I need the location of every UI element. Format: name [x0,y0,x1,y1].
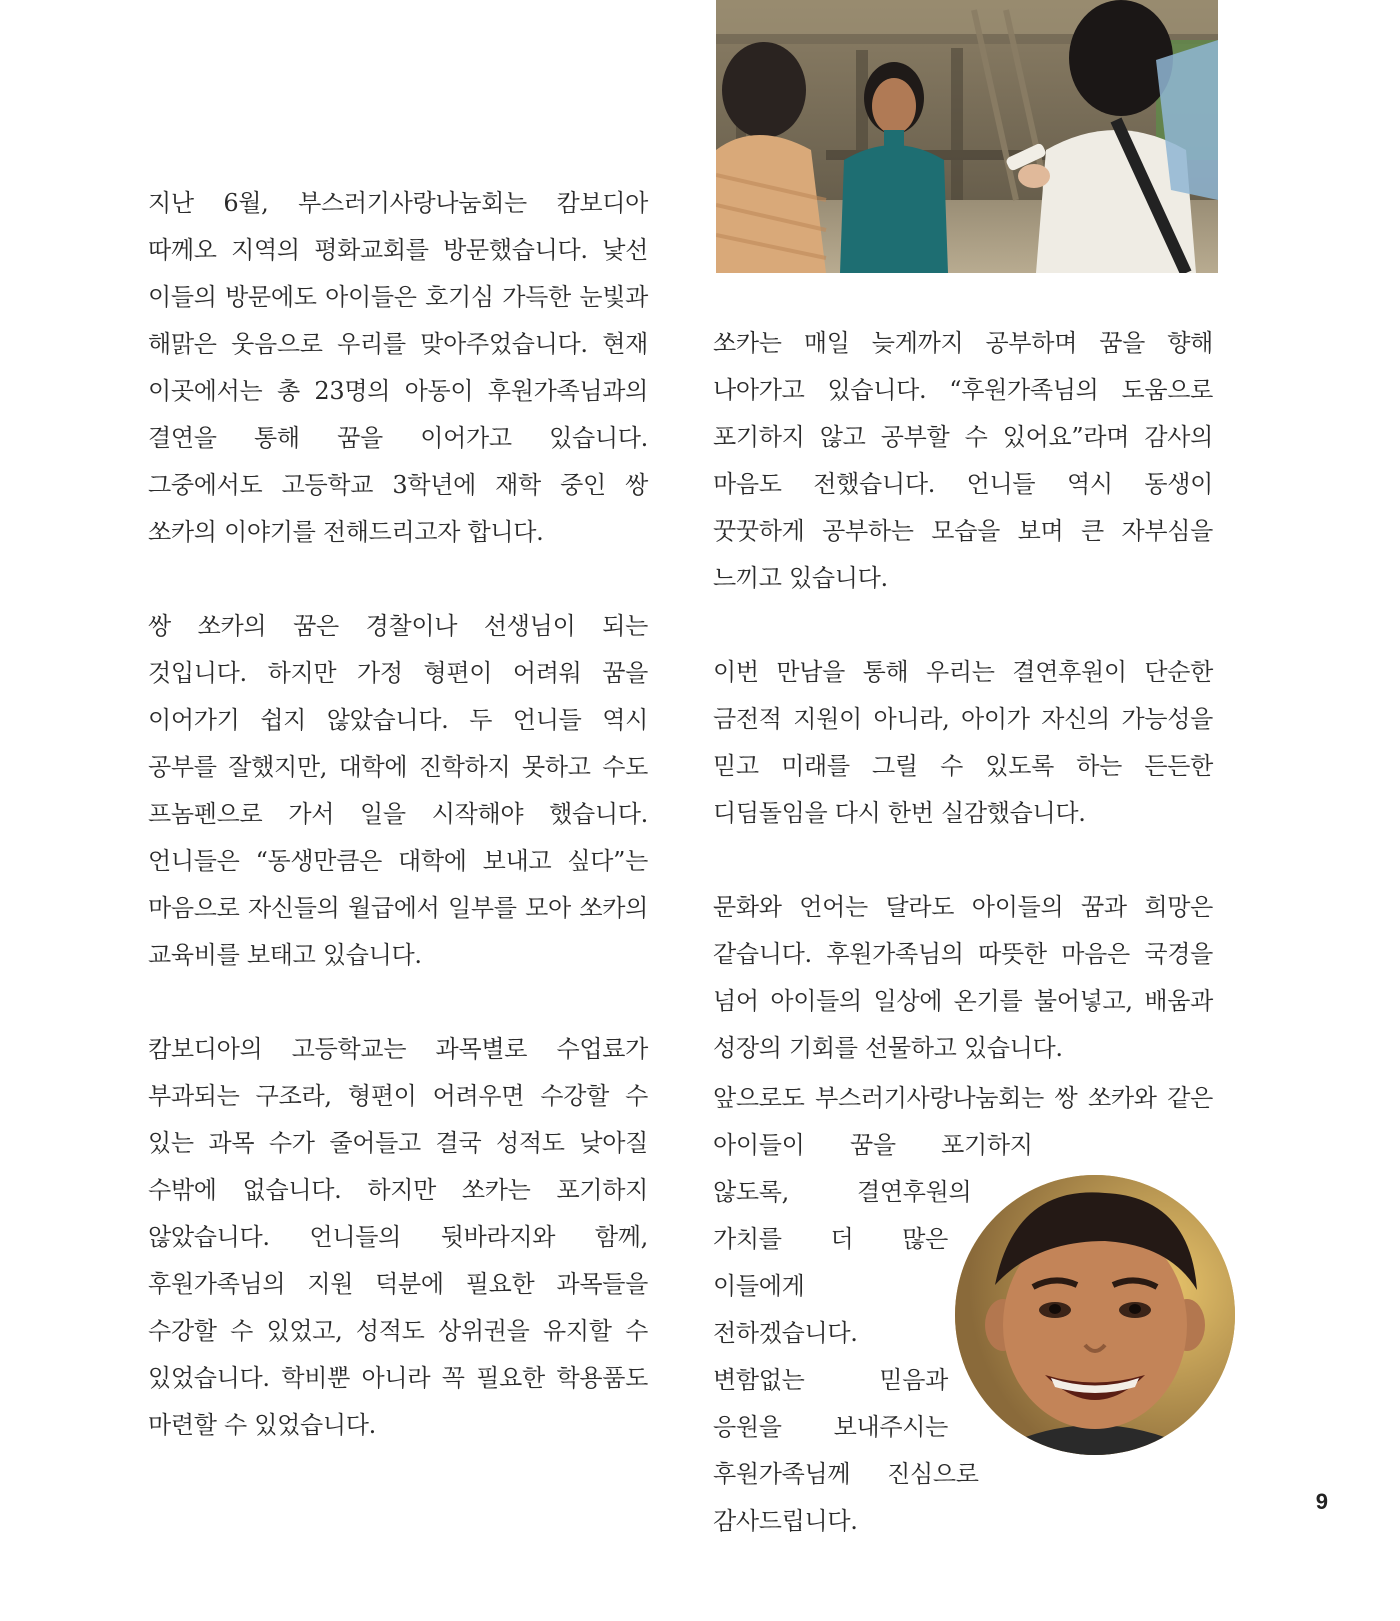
visit-photo-illustration [716,0,1218,273]
right-column-top [713,320,1213,1119]
paragraph-culture: 문화와 언어는 달라도 아이들의 꿈과 희망은 같습니다. 후원가족님의 따뜻한 마음은 국경을 넘어 아이들의 일상에 온기를 불어넣고, 배움과 성장의 기회를 선물하고 있습니다. [713,893,1213,1062]
paragraph-dream: 쌍 쏘카의 꿈은 경찰이나 선생님이 되는 것입니다. 하지만 가정 형편이 어려워 꿈을 이어가기 쉽지 않았습니다. 두 언니들 역시 공부를 잘했지만, 대학에 진학하지 못하고 수도 프놈펜으로 가서 일을 시작해야 했습니다. 언니들은 “동생만큼은 대학에 보내고 싶다”는 마음으로 자신들의 월급에서 일부를 모아 쏘카의 교육비를 보태고 있습니다. [148,612,648,969]
child-photo [955,1175,1235,1455]
paragraph-closing: 앞으로도 부스러기사랑나눔회는 쌍 쏘카와 같은 아이들이 꿈을 포기하지 않도록, 결연후원의 가치를 더 많은 이들에게 전하겠습니다. 변함없는 믿음과 응원을 보내주시는 후원가족님께 진심으로 감사드립니다. [713,1084,1213,1535]
paragraph-gratitude: 쏘카는 매일 늦게까지 공부하며 꿈을 향해 나아가고 있습니다. “후원가족님의 도움으로 포기하지 않고 공부할 수 있어요”라며 감사의 마음도 전했습니다. 언니들 역시 동생이 꿋꿋하게 공부하는 모습을 보며 큰 자부심을 느끼고 있습니다. [713,329,1213,592]
paragraph-realization: 이번 만남을 통해 우리는 결연후원이 단순한 금전적 지원이 아니라, 아이가 자신의 가능성을 믿고 미래를 그릴 수 있도록 하는 든든한 디딤돌임을 다시 한번 실감했습니다. [713,658,1213,827]
child-photo-illustration [955,1175,1235,1455]
paragraph-intro: 지난 6월, 부스러기사랑나눔회는 캄보디아 따께오 지역의 평화교회를 방문했습니다. 낯선 이들의 방문에도 아이들은 호기심 가득한 눈빛과 해맑은 웃음으로 우리를 맞아주었습니다. 현재 이곳에서는 총 23명의 아동이 후원가족님과의 결연을 통해 꿈을 이어가고 있습니다. 그중에서도 고등학교 3학년에 재학 중인 쌍 쏘카의 이야기를 전해드리고자 합니다. [148,189,648,546]
paragraph-school: 캄보디아의 고등학교는 과목별로 수업료가 부과되는 구조라, 형편이 어려우면 수강할 수 있는 과목 수가 줄어들고 결국 성적도 낮아질 수밖에 없습니다. 하지만 쏘카는 포기하지 않았습니다. 언니들의 뒷바라지와 함께, 후원가족님의 지원 덕분에 필요한 과목들을 수강할 수 있었고, 성적도 상위권을 유지할 수 있었습니다. 학비뿐 아니라 꼭 필요한 학용품도 마련할 수 있었습니다. [148,1035,648,1439]
left-column [148,180,648,1496]
visit-photo [716,0,1218,273]
page-number: 9 [1315,1489,1328,1514]
